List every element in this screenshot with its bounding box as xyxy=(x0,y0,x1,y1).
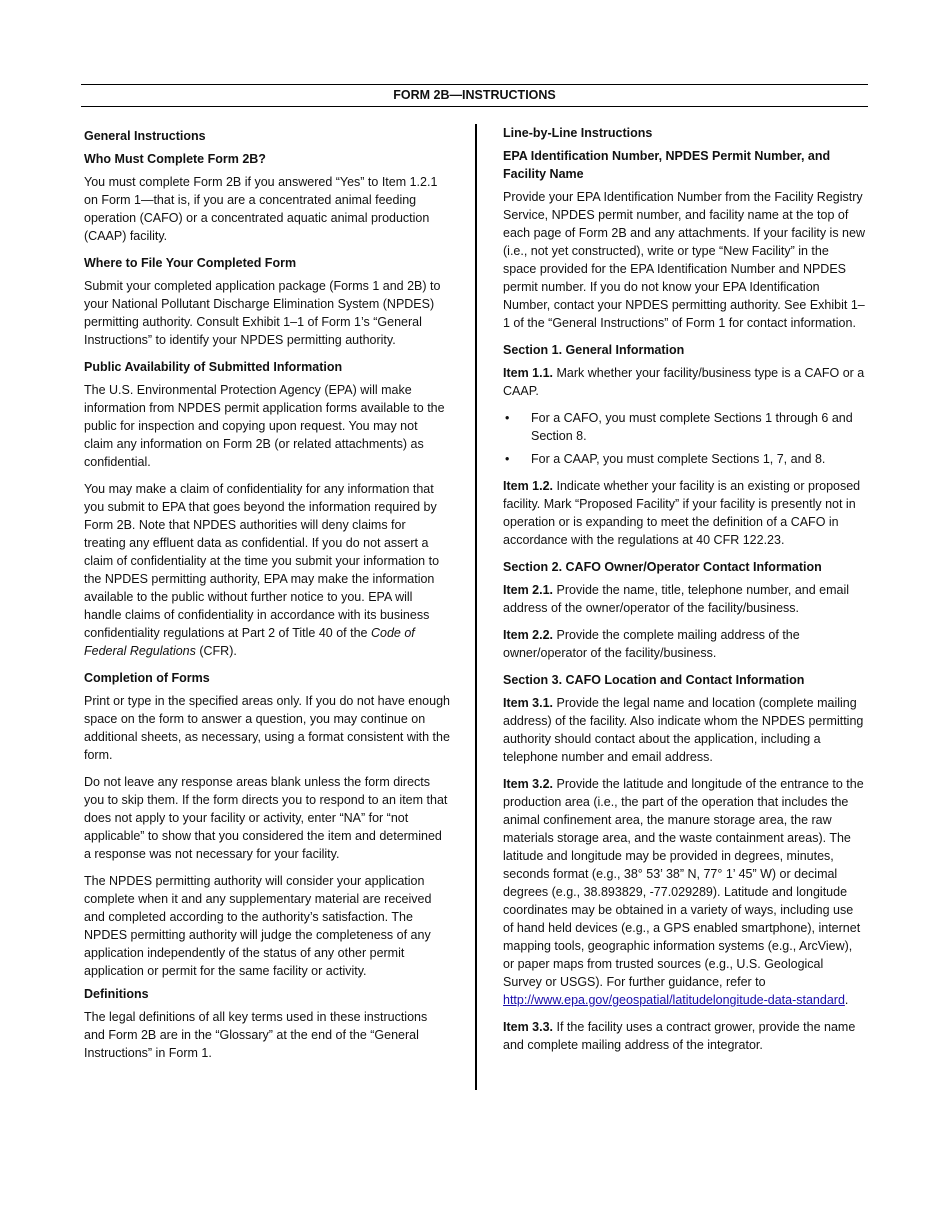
item-1-1: Item 1.1. Mark whether your facility/business type is a CAFO or a CAAP. xyxy=(503,366,865,398)
list-item: • For a CAFO, you must complete Sections 1 through 6 and Section 8. xyxy=(505,411,853,443)
item-3-3-label: Item 3.3. xyxy=(503,1020,554,1034)
item-1-1-label: Item 1.1. xyxy=(503,366,554,380)
epa-id-heading: EPA Identification Number, NPDES Permit Number, and Facility Name xyxy=(503,149,831,181)
item-2-1: Item 2.1. Provide the name, title, telephone number, and email address of the owner/operator of the facility/business. xyxy=(503,583,850,615)
item-2-1-label: Item 2.1. xyxy=(503,583,554,597)
who-must-complete-heading: Who Must Complete Form 2B? xyxy=(84,152,266,166)
definitions-text: The legal definitions of all key terms used in these instructions and Form 2B are in the “Glossary” at the end of the “General Instructions” in Form 1. xyxy=(84,1010,428,1060)
item-2-2-label: Item 2.2. xyxy=(503,628,554,642)
definitions-heading: Definitions xyxy=(84,987,149,1001)
right-column xyxy=(503,124,865,1063)
item-1-2: Item 1.2. Indicate whether your facility is an existing or proposed facility. Mark “Proposed Facility” if your facility is presently not in operation or is expanding to meet the definition of a CAFO in accordance with the regulations at 40 CFR 122.23. xyxy=(503,479,861,547)
facility-type-list xyxy=(503,409,865,468)
public-availability-text-2 xyxy=(84,480,450,660)
section-2-heading: Section 2. CAFO Owner/Operator Contact Information xyxy=(503,560,822,574)
section-1-heading: Section 1. General Information xyxy=(503,343,685,357)
where-to-file-text: Submit your completed application package (Forms 1 and 2B) to your National Pollutant Discharge Elimination System (NPDES) permitting authority. Consult Exhibit 1–1 of Form 1’s “General Instructions” to identify your NPDES permitting authority. xyxy=(84,279,441,347)
completion-of-forms-heading: Completion of Forms xyxy=(84,671,210,685)
bullet-icon: • xyxy=(505,411,510,425)
completion-text-1: Print or type in the specified areas only. If you do not have enough space on the form to answer a question, you may continue on additional sheets, as necessary, using a format consistent with the form. xyxy=(84,694,450,762)
epa-id-text: Provide your EPA Identification Number from the Facility Registry Service, NPDES permit number, and facility name at the top of each page of Form 2B and any attachments. If your facility is new (i.e., not yet constructed), write or type “New Facility” in the space provided for the EPA Identification Number and NPDES permit number. If you do not know your EPA Identification Number, contact your NPDES permitting authority. See Exhibit 1–1 of the “General Instructions” of Form 1 for contact information. xyxy=(503,190,865,330)
column-divider xyxy=(475,124,477,1090)
cfr-title: Code of Federal Regulations xyxy=(84,626,415,658)
item-2-2: Item 2.2. Provide the complete mailing address of the owner/operator of the facility/business. xyxy=(503,628,800,660)
item-3-1-label: Item 3.1. xyxy=(503,696,554,710)
bullet-icon: • xyxy=(505,452,510,466)
item-3-1: Item 3.1. Provide the legal name and location (complete mailing address) of the facility. Also indicate whom the NPDES permitting authority should contact about the application, including a telephone number and email address. xyxy=(503,696,864,764)
list-item: • For a CAAP, you must complete Sections 1, 7, and 8. xyxy=(505,452,826,466)
item-3-2-label: Item 3.2. xyxy=(503,777,554,791)
section-3-heading: Section 3. CAFO Location and Contact Information xyxy=(503,673,805,687)
confidentiality-text: You may make a claim of confidentiality for any information that you submit to EPA that goes beyond the information required by Form 2B. Note that NPDES authorities will deny claims for treating any effluent data as confidential. If you do not assert a claim of confidentiality at the time you submit your information to the NPDES permitting authority, EPA may make the information available to the public without further notice to you. EPA will handle claims of confidentiality in accordance with its business confidentiality regulations at Part 2 of Title 40 of the xyxy=(84,482,440,640)
left-column xyxy=(84,127,450,1071)
item-3-2: Item 3.2. Provide the latitude and longitude of the entrance to the production area (i.e., the part of the operation that includes the animal confinement area, the manure storage area, the raw materials storage area, and the waste containment areas). The latitude and longitude may be provided in degrees, minutes, seconds format (e.g., 38° 53’ 38” N, 77° 1’ 45” W) or decimal degrees (e.g., 38.893829, -77.029289). Latitude and longitude coordinates may be obtained in a variety of ways, including use of hand held devices (e.g., a GPS enabled smartphone), internet mapping tools, geographic information systems (e.g., ArcView), or paper maps from trusted sources (e.g., U.S. Geological Survey or USGS). For further guidance, refer to http://www.epa.gov/geospatial/latitudelongitude-data-standard. xyxy=(503,777,864,1007)
public-availability-text-1: The U.S. Environmental Protection Agency (EPA) will make information from NPDES permit application forms available to the public for inspection and copying upon request. You may not claim any information on Form 2B (or related attachments) as confidential. xyxy=(84,383,445,469)
cfr-abbrev: (CFR). xyxy=(195,644,237,658)
general-instructions-heading: General Instructions xyxy=(84,129,206,143)
completion-text-2: Do not leave any response areas blank unless the form directs you to skip them. If the form directs you to respond to an item that does not apply to your facility or activity, enter “NA” for “not applicable” to show that you considered the item and determined a response was not necessary for your facility. xyxy=(84,775,448,861)
completion-text-3: The NPDES permitting authority will consider your application complete when it and any supplementary material are received and completed according to the authority’s satisfaction. The NPDES permitting authority will judge the completeness of any application independently of the status of any other permit application or permit for the same facility or activity. xyxy=(84,874,432,978)
page-title: FORM 2B—INSTRUCTIONS xyxy=(81,84,868,107)
who-must-complete-text: You must complete Form 2B if you answered “Yes” to Item 1.2.1 on Form 1—that is, if you are a concentrated animal feeding operation (CAFO) or a concentrated aquatic animal production (CAAP) facility. xyxy=(84,175,438,243)
item-1-2-label: Item 1.2. xyxy=(503,479,554,493)
latlong-guidance-link[interactable]: http://www.epa.gov/geospatial/latitudelongitude-data-standard xyxy=(503,993,845,1007)
line-by-line-heading: Line-by-Line Instructions xyxy=(503,126,653,140)
public-availability-heading: Public Availability of Submitted Information xyxy=(84,360,343,374)
item-3-3: Item 3.3. If the facility uses a contract grower, provide the name and complete mailing address of the integrator. xyxy=(503,1020,856,1052)
where-to-file-heading: Where to File Your Completed Form xyxy=(84,256,297,270)
